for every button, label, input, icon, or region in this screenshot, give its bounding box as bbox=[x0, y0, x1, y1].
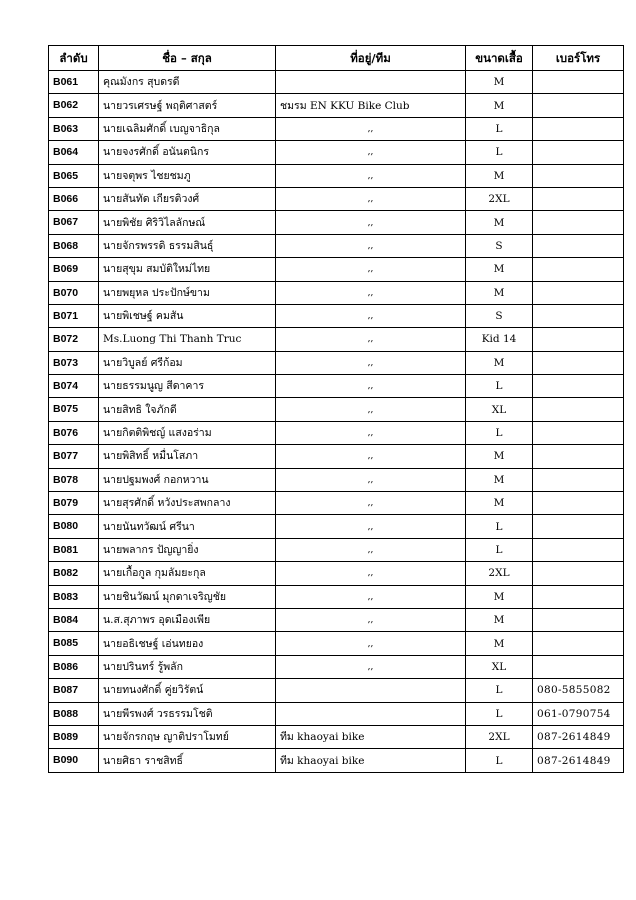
table-header-row bbox=[49, 46, 624, 71]
row-team: ,, bbox=[276, 445, 466, 468]
table-row bbox=[49, 725, 624, 748]
row-team: ,, bbox=[276, 304, 466, 327]
row-name: นายอธิเชษฐ์ เอ่นทยอง bbox=[99, 632, 276, 655]
row-code: B063 bbox=[49, 117, 99, 140]
row-size: S bbox=[466, 234, 533, 257]
row-code: B086 bbox=[49, 655, 99, 678]
row-name: นายชินวัฒน์ มุกดาเจริญชัย bbox=[99, 585, 276, 608]
row-phone bbox=[533, 562, 624, 585]
row-code: B087 bbox=[49, 679, 99, 702]
row-team: ,, bbox=[276, 141, 466, 164]
table-body bbox=[49, 71, 624, 773]
row-phone bbox=[533, 351, 624, 374]
header-phone: เบอร์โทร bbox=[533, 46, 624, 71]
table-row bbox=[49, 585, 624, 608]
row-name: นายพิชัย ศิริวิไลลักษณ์ bbox=[99, 211, 276, 234]
row-team: ,, bbox=[276, 421, 466, 444]
row-name: นายสุรศักดิ์ หวังประสพกลาง bbox=[99, 492, 276, 515]
table-row bbox=[49, 94, 624, 117]
row-code: B081 bbox=[49, 538, 99, 561]
row-phone bbox=[533, 164, 624, 187]
row-phone bbox=[533, 71, 624, 94]
row-phone bbox=[533, 117, 624, 140]
row-team: ,, bbox=[276, 515, 466, 538]
table-row bbox=[49, 304, 624, 327]
row-code: B083 bbox=[49, 585, 99, 608]
table-row bbox=[49, 211, 624, 234]
participant-table bbox=[48, 45, 624, 773]
table-row bbox=[49, 608, 624, 631]
row-team: ทีม khaoyai bike bbox=[276, 749, 466, 772]
row-code: B065 bbox=[49, 164, 99, 187]
row-size: L bbox=[466, 421, 533, 444]
row-code: B084 bbox=[49, 608, 99, 631]
row-size: L bbox=[466, 117, 533, 140]
row-code: B067 bbox=[49, 211, 99, 234]
row-team: ,, bbox=[276, 164, 466, 187]
header-order: ลำดับ bbox=[49, 46, 99, 71]
row-code: B075 bbox=[49, 398, 99, 421]
row-name: นายศิธา ราชสิทธิ์ bbox=[99, 749, 276, 772]
row-code: B061 bbox=[49, 71, 99, 94]
row-name: นายพิสิทธิ์ หมื่นโสภา bbox=[99, 445, 276, 468]
row-phone bbox=[533, 187, 624, 210]
row-code: B077 bbox=[49, 445, 99, 468]
row-phone: 080-5855082 bbox=[533, 679, 624, 702]
table-row bbox=[49, 187, 624, 210]
row-code: B062 bbox=[49, 94, 99, 117]
row-name: นายสันทัด เกียรติวงศ์ bbox=[99, 187, 276, 210]
table-row bbox=[49, 258, 624, 281]
row-team: ,, bbox=[276, 234, 466, 257]
row-code: B090 bbox=[49, 749, 99, 772]
row-phone bbox=[533, 211, 624, 234]
table-row bbox=[49, 281, 624, 304]
row-team bbox=[276, 702, 466, 725]
row-size: M bbox=[466, 445, 533, 468]
row-name: นายสุขุม สมบัติใหม่ไทย bbox=[99, 258, 276, 281]
row-team: ชมรม EN KKU Bike Club bbox=[276, 94, 466, 117]
row-code: B076 bbox=[49, 421, 99, 444]
row-name: นายพยุหล ประปักษ์ขาม bbox=[99, 281, 276, 304]
row-phone bbox=[533, 585, 624, 608]
row-team: ,, bbox=[276, 398, 466, 421]
table-row bbox=[49, 398, 624, 421]
row-code: B079 bbox=[49, 492, 99, 515]
row-name: นายพีรพงศ์ วรธรรมโชติ bbox=[99, 702, 276, 725]
row-size: L bbox=[466, 749, 533, 772]
row-team: ทีม khaoyai bike bbox=[276, 725, 466, 748]
row-code: B080 bbox=[49, 515, 99, 538]
row-code: B070 bbox=[49, 281, 99, 304]
row-name: น.ส.สุภาพร อุดเมืองเพีย bbox=[99, 608, 276, 631]
row-team: ,, bbox=[276, 258, 466, 281]
row-code: B068 bbox=[49, 234, 99, 257]
table-row bbox=[49, 328, 624, 351]
row-name: นายธรรมนูญ สีดาคาร bbox=[99, 375, 276, 398]
row-name: นายสิทธิ ใจภักดี bbox=[99, 398, 276, 421]
row-phone bbox=[533, 515, 624, 538]
row-size: L bbox=[466, 375, 533, 398]
row-phone bbox=[533, 375, 624, 398]
row-size: M bbox=[466, 351, 533, 374]
row-code: B078 bbox=[49, 468, 99, 491]
table-row bbox=[49, 492, 624, 515]
row-phone: 087-2614849 bbox=[533, 749, 624, 772]
header-size: ขนาดเสื้อ bbox=[466, 46, 533, 71]
table-row bbox=[49, 468, 624, 491]
row-size: XL bbox=[466, 655, 533, 678]
row-phone: 087-2614849 bbox=[533, 725, 624, 748]
header-name: ชื่อ – สกุล bbox=[99, 46, 276, 71]
row-team: ,, bbox=[276, 655, 466, 678]
table-row bbox=[49, 515, 624, 538]
row-team: ,, bbox=[276, 585, 466, 608]
row-team: ,, bbox=[276, 351, 466, 374]
row-size: M bbox=[466, 71, 533, 94]
row-code: B082 bbox=[49, 562, 99, 585]
row-code: B088 bbox=[49, 702, 99, 725]
row-name: นายทนงศักดิ์ คู่ยวิรัตน์ bbox=[99, 679, 276, 702]
row-code: B069 bbox=[49, 258, 99, 281]
table-row bbox=[49, 655, 624, 678]
row-size: M bbox=[466, 258, 533, 281]
row-code: B074 bbox=[49, 375, 99, 398]
row-team: ,, bbox=[276, 608, 466, 631]
row-name: นายจงรศักดิ์ อนันตนิกร bbox=[99, 141, 276, 164]
row-size: M bbox=[466, 281, 533, 304]
row-team: ,, bbox=[276, 375, 466, 398]
row-name: นายปฐมพงศ์ กอกหวาน bbox=[99, 468, 276, 491]
row-name: นายวรเศรษฐ์ พฤติศาสตร์ bbox=[99, 94, 276, 117]
row-phone bbox=[533, 304, 624, 327]
row-name: นายปรินทร์ รู้พลัก bbox=[99, 655, 276, 678]
row-size: M bbox=[466, 608, 533, 631]
row-team: ,, bbox=[276, 117, 466, 140]
row-size: XL bbox=[466, 398, 533, 421]
row-phone bbox=[533, 445, 624, 468]
table-row bbox=[49, 375, 624, 398]
row-team: ,, bbox=[276, 468, 466, 491]
row-size: Kid 14 bbox=[466, 328, 533, 351]
row-phone bbox=[533, 608, 624, 631]
row-size: M bbox=[466, 468, 533, 491]
row-phone bbox=[533, 281, 624, 304]
row-code: B072 bbox=[49, 328, 99, 351]
row-team: ,, bbox=[276, 538, 466, 561]
row-phone bbox=[533, 141, 624, 164]
row-phone: 061-0790754 bbox=[533, 702, 624, 725]
row-code: B066 bbox=[49, 187, 99, 210]
row-team bbox=[276, 679, 466, 702]
row-team: ,, bbox=[276, 187, 466, 210]
row-code: B073 bbox=[49, 351, 99, 374]
row-code: B089 bbox=[49, 725, 99, 748]
row-code: B064 bbox=[49, 141, 99, 164]
row-team: ,, bbox=[276, 328, 466, 351]
table-row bbox=[49, 164, 624, 187]
row-size: L bbox=[466, 141, 533, 164]
row-phone bbox=[533, 421, 624, 444]
row-phone bbox=[533, 655, 624, 678]
row-name: นายวิบูลย์ ศรีก้อม bbox=[99, 351, 276, 374]
row-size: L bbox=[466, 702, 533, 725]
row-size: 2XL bbox=[466, 187, 533, 210]
table-row bbox=[49, 71, 624, 94]
row-size: M bbox=[466, 632, 533, 655]
row-size: L bbox=[466, 679, 533, 702]
row-phone bbox=[533, 538, 624, 561]
table-row bbox=[49, 749, 624, 772]
table-row bbox=[49, 234, 624, 257]
row-name: นายจตุพร ไชยชมภู bbox=[99, 164, 276, 187]
row-name: Ms.Luong Thi Thanh Truc bbox=[99, 328, 276, 351]
row-size: 2XL bbox=[466, 725, 533, 748]
row-size: M bbox=[466, 211, 533, 234]
row-name: นายนันทวัฒน์ ศรีนา bbox=[99, 515, 276, 538]
row-size: M bbox=[466, 94, 533, 117]
row-code: B071 bbox=[49, 304, 99, 327]
table-row bbox=[49, 679, 624, 702]
row-phone bbox=[533, 492, 624, 515]
table-row bbox=[49, 562, 624, 585]
table-row bbox=[49, 538, 624, 561]
row-phone bbox=[533, 468, 624, 491]
table-row bbox=[49, 117, 624, 140]
row-size: 2XL bbox=[466, 562, 533, 585]
row-team: ,, bbox=[276, 281, 466, 304]
row-team: ,, bbox=[276, 492, 466, 515]
table-row bbox=[49, 141, 624, 164]
header-team: ที่อยู่/ทีม bbox=[276, 46, 466, 71]
row-name: นายจักรกฤษ ญาติปราโมทย์ bbox=[99, 725, 276, 748]
row-phone bbox=[533, 234, 624, 257]
row-phone bbox=[533, 398, 624, 421]
row-team bbox=[276, 71, 466, 94]
row-team: ,, bbox=[276, 211, 466, 234]
row-name: นายพลากร ปัญญายิ่ง bbox=[99, 538, 276, 561]
row-team: ,, bbox=[276, 562, 466, 585]
row-name: นายกิตติพิชญ์ แสงอร่าม bbox=[99, 421, 276, 444]
table-row bbox=[49, 702, 624, 725]
row-phone bbox=[533, 328, 624, 351]
table-row bbox=[49, 445, 624, 468]
table-row bbox=[49, 421, 624, 444]
row-name: นายพิเชษฐ์ คมสัน bbox=[99, 304, 276, 327]
row-size: S bbox=[466, 304, 533, 327]
row-phone bbox=[533, 258, 624, 281]
row-size: M bbox=[466, 164, 533, 187]
row-size: M bbox=[466, 492, 533, 515]
table-row bbox=[49, 632, 624, 655]
table-row bbox=[49, 351, 624, 374]
row-team: ,, bbox=[276, 632, 466, 655]
row-size: L bbox=[466, 515, 533, 538]
row-name: คุณมังกร สุบดรดี bbox=[99, 71, 276, 94]
row-size: L bbox=[466, 538, 533, 561]
row-size: M bbox=[466, 585, 533, 608]
row-code: B085 bbox=[49, 632, 99, 655]
row-name: นายเฉลิมศักดิ์ เบญจาธิกุล bbox=[99, 117, 276, 140]
row-name: นายจักรพรรดิ ธรรมสินธุ์ bbox=[99, 234, 276, 257]
row-phone bbox=[533, 632, 624, 655]
row-phone bbox=[533, 94, 624, 117]
row-name: นายเกื้อกูล กุมลัมยะกุล bbox=[99, 562, 276, 585]
